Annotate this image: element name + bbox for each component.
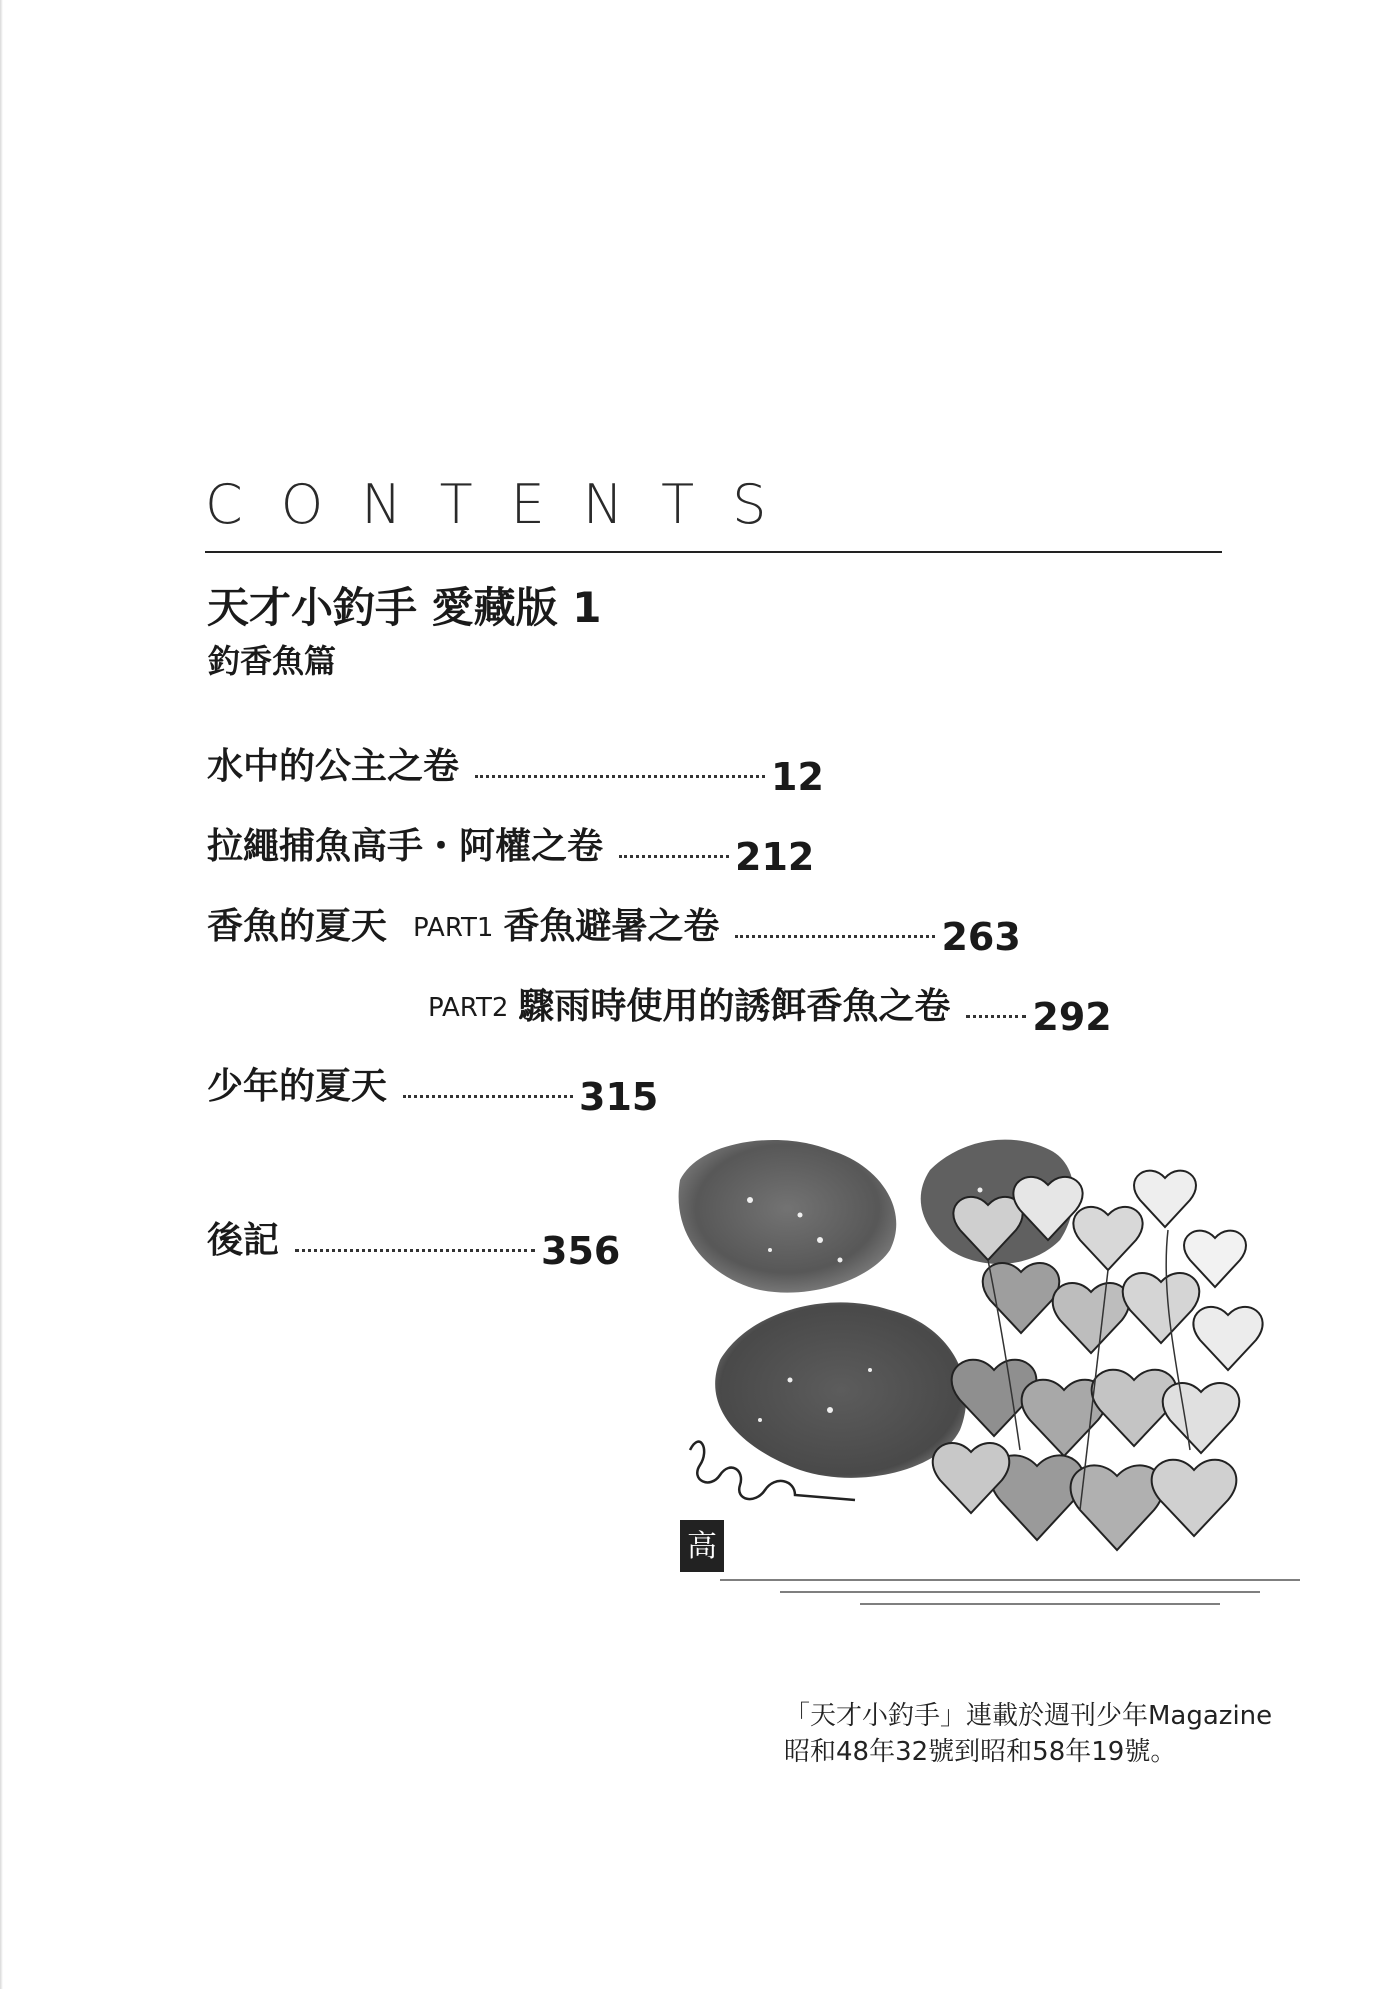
book-subtitle: 釣香魚篇 — [208, 642, 337, 680]
leaf-shape — [1134, 1171, 1196, 1227]
toc-entry[interactable] — [207, 1219, 621, 1273]
book-title: 天才小釣手 愛藏版 1 — [207, 583, 602, 632]
toc-entry-page: 263 — [941, 915, 1021, 959]
leaf-shape — [1123, 1273, 1200, 1343]
page-edge — [0, 0, 3, 1989]
toc-entry-title: 拉繩捕魚高手・阿權之卷 — [207, 825, 604, 867]
dot-leader — [403, 1095, 573, 1098]
dot-leader — [475, 775, 765, 778]
toc-entry-title: 後記 — [207, 1219, 280, 1261]
dot-leader — [619, 855, 729, 858]
leaf-shape — [1163, 1383, 1240, 1453]
seal-char: 高 — [687, 1529, 717, 1564]
leaf-shape — [1152, 1460, 1237, 1536]
serialization-note-line2: 昭和48年32號到昭和58年19號。 — [784, 1737, 1177, 1768]
dot-leader — [295, 1249, 535, 1252]
toc-entry-title: 少年的夏天 — [207, 1065, 388, 1107]
toc-entry-page: 212 — [735, 835, 815, 879]
serialization-note-line1: 「天才小釣手」連載於週刊少年Magazine — [784, 1701, 1273, 1731]
toc-entry-page: 292 — [1032, 995, 1112, 1039]
toc-entry[interactable] — [207, 905, 1021, 959]
toc-entry-page: 315 — [579, 1075, 659, 1119]
leaf-rock-illustration — [660, 1120, 1300, 1630]
leaf-shape — [983, 1263, 1060, 1333]
toc-entry[interactable] — [428, 985, 1112, 1039]
toc-entry-page: 12 — [771, 755, 824, 799]
heading-rule — [205, 551, 1222, 553]
dot-leader — [735, 935, 935, 938]
rock-shape — [679, 1140, 897, 1293]
toc-part-label: PART2 — [428, 993, 509, 1023]
toc-group-title: 香魚的夏天 — [207, 905, 388, 947]
toc-entry-title: 水中的公主之卷 — [207, 745, 460, 787]
toc-entry[interactable] — [207, 1065, 659, 1119]
leaf-shape — [1193, 1307, 1262, 1370]
toc-entry-title: 香魚避暑之卷 — [503, 905, 720, 947]
rock-shape — [715, 1302, 966, 1478]
toc-entry[interactable] — [207, 825, 815, 879]
contents-heading: CONTENTS — [205, 473, 805, 536]
toc-entry-title: 驟雨時使用的誘餌香魚之卷 — [518, 985, 951, 1027]
dot-leader — [966, 1015, 1026, 1018]
leaf-shape — [933, 1443, 1010, 1513]
leaf-shape — [1053, 1283, 1130, 1353]
leaf-shape — [1071, 1465, 1164, 1550]
leaf-shape — [1073, 1207, 1142, 1270]
toc-entry-page: 356 — [541, 1229, 621, 1273]
serialization-note — [784, 1698, 1272, 1771]
toc-entry[interactable] — [207, 745, 824, 799]
toc-part-label: PART1 — [413, 913, 494, 943]
